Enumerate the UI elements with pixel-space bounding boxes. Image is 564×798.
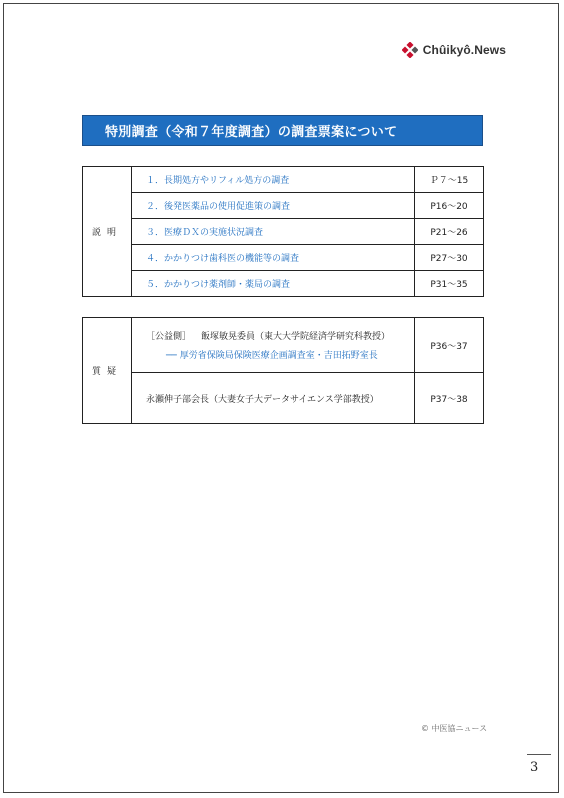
category-cell: 説明 <box>83 167 132 297</box>
copyright: © 中医協ニュース <box>421 724 488 733</box>
explanation-table <box>82 166 484 297</box>
qa-table <box>82 317 484 424</box>
table-row <box>83 167 484 193</box>
speaker-cell <box>132 318 415 373</box>
page-title: 特別調査（令和７年度調査）の調査票案について <box>105 125 398 140</box>
table-row <box>83 373 484 424</box>
pages-cell: P21〜26 <box>415 219 484 245</box>
table-row <box>83 245 484 271</box>
topic-cell: １．長期処方やリフィル処方の調査 <box>132 167 415 193</box>
pages-cell: P31〜35 <box>415 271 484 297</box>
speaker-prefix: ［公益側］ <box>146 332 192 342</box>
topic-cell: ３．医療ＤＸの実施状況調査 <box>132 219 415 245</box>
table-row <box>83 318 484 373</box>
diamond-cluster-icon <box>402 42 418 58</box>
topic-cell: ４．かかりつけ歯科医の機能等の調査 <box>132 245 415 271</box>
title-bar <box>82 115 483 146</box>
pages-cell: P37〜38 <box>415 373 484 424</box>
page-number-rule <box>527 754 551 755</box>
pages-cell: Ｐ７〜15 <box>415 167 484 193</box>
speaker-line <box>146 329 414 342</box>
speaker-name: 飯塚敏晃委員（東大大学院経済学研究科教授） <box>201 332 391 342</box>
responder-line: ── 厚労省保険局保険医療企画調査室・吉田拓野室長 <box>166 351 378 361</box>
page-number: 3 <box>530 760 539 775</box>
topic-cell: ５．かかりつけ薬剤師・薬局の調査 <box>132 271 415 297</box>
category-cell: 質疑 <box>83 318 132 424</box>
pages-cell: P27〜30 <box>415 245 484 271</box>
speaker-cell: 永瀬伸子部会長（大妻女子大データサイエンス学部教授） <box>132 373 415 424</box>
pages-cell: P36〜37 <box>415 318 484 373</box>
table-row <box>83 271 484 297</box>
topic-cell: ２．後発医薬品の使用促進策の調査 <box>132 193 415 219</box>
table-row <box>83 219 484 245</box>
pages-cell: P16〜20 <box>415 193 484 219</box>
logo-text: Chûikyô.News <box>422 43 506 57</box>
logo <box>402 40 506 60</box>
table-row <box>83 193 484 219</box>
